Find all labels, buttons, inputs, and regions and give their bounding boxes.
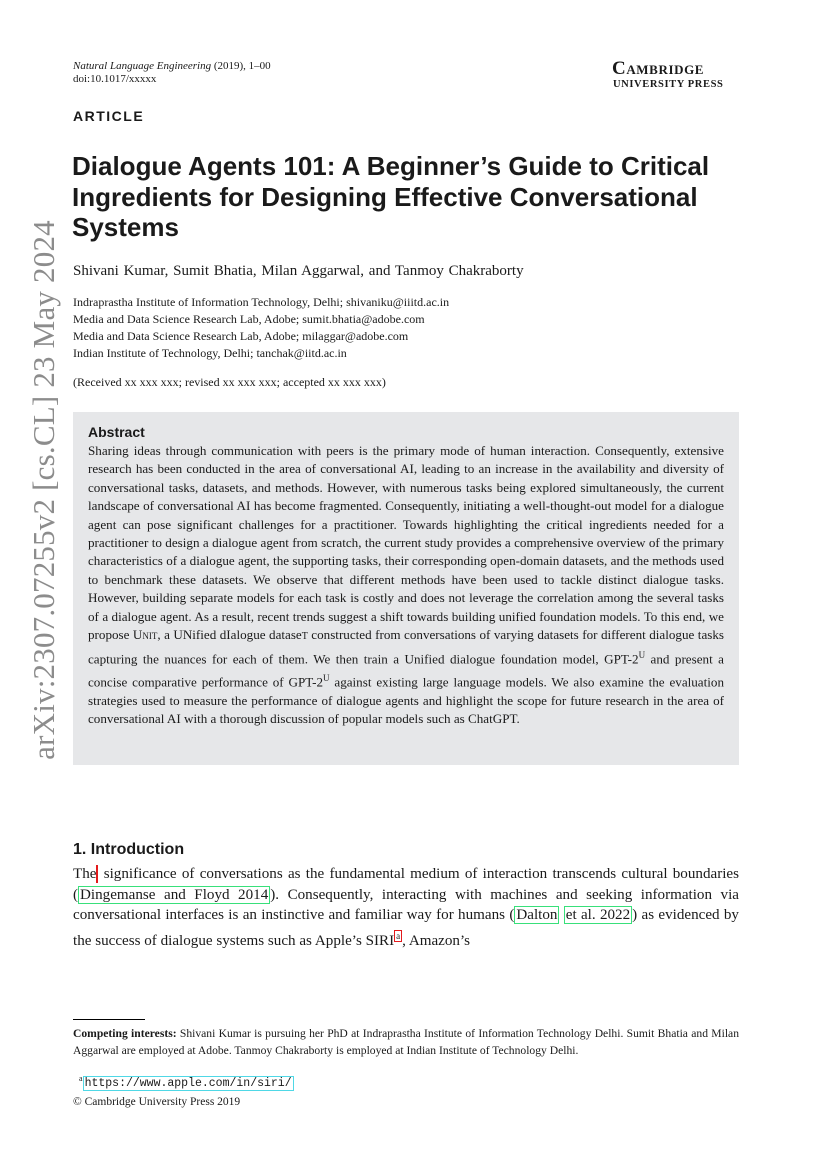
abstract-text-part: against existing large language models. We also examine the evaluation strategies used to measure the performance of dialogue agents and highlight the scope for future research in the area of conversational AI with a thorough discussion of popular models such as ChatGPT. <box>88 674 724 727</box>
footnote-rule <box>73 1019 145 1020</box>
intro-word-the: The <box>73 866 97 882</box>
intro-text-part: , Amazon’s <box>402 932 471 949</box>
citation-link-dalton-year[interactable]: et al. 2022 <box>565 907 631 924</box>
intro-text-part: ) as evidenced by the success of dialogue systems such as Apple’s SIRI <box>73 907 739 949</box>
footnote-link-siri[interactable]: a <box>396 930 401 941</box>
competing-interests-text: Shivani Kumar is pursuing her PhD at Indraprastha Institute of Information Technology Delhi. Sumit Bhatia and Milan Aggarwal are employed at Adobe. Tanmoy Chakraborty is employed at Indian Institute of Technology Delhi. <box>73 1027 739 1057</box>
citation-link-dingemanse-floyd[interactable]: Dingemanse and Floyd 2014 <box>80 886 269 903</box>
intro-text-part: significance of conversations as the fundamental medium of interaction transcends cultural boundaries ( <box>73 866 739 903</box>
abstract-text-part: and present a concise comparative performance of GPT-2 <box>88 651 724 690</box>
abstract-text-part: constructed from conversations of varying datasets for different dialogue tasks capturing the nuances for each of them. We then train a Unified dialogue foundation model, GPT-2 <box>88 627 724 667</box>
affiliation-list <box>73 294 449 362</box>
author-list: Shivani Kumar, Sumit Bhatia, Milan Aggarwal, and Tanmoy Chakraborty <box>73 263 524 279</box>
unit-dataset-name: Unit <box>132 627 158 643</box>
citation-link-dalton[interactable]: Dalton <box>516 907 558 924</box>
affiliation-item: Indraprastha Institute of Information Technology, Delhi; shivaniku@iiitd.ac.in <box>73 295 450 309</box>
unit-letter-t: T <box>301 631 308 643</box>
section-heading-introduction: 1. Introduction <box>73 841 185 858</box>
abstract-text <box>88 442 724 729</box>
intro-text-part: ). Consequently, interacting with machines and seeking information via conversational interfaces is an instinctive and familiar way for humans ( <box>73 886 739 924</box>
paper-title: Dialogue Agents 101: A Beginner’s Guide to Critical Ingredients for Designing Effective Conversational Systems <box>72 151 710 242</box>
competing-interests-label: Competing interests: <box>73 1027 177 1040</box>
journal-name: Natural Language Engineering <box>73 60 212 72</box>
received-dates: (Received xx xxx xxx; revised xx xxx xxx; accepted xx xxx xxx) <box>73 375 386 389</box>
affiliation-item: Media and Data Science Research Lab, Adobe; sumit.bhatia@adobe.com <box>73 312 425 326</box>
journal-citation <box>73 60 271 72</box>
competing-interests-footnote <box>73 1026 739 1059</box>
copyright-notice: © Cambridge University Press 2019 <box>73 1096 241 1108</box>
publisher-logo-name: Cambridge <box>612 58 705 79</box>
publisher-logo-subtitle: UNIVERSITY PRESS <box>613 79 724 90</box>
abstract-text-part: Sharing ideas through communication with peers is the primary mode of human interaction. Consequently, extensive research has been conducted in the area of conversational AI, leading to an increase in the availability and diversity of conversational tasks, datasets, and methods. However, with numerous tasks being explored simultaneously, the current landscape of conversational AI has become fragmented. Consequently, initiating a well-thought-out model for a dialogue agent can pose significant challenges for a practitioner. Towards highlighting the critical ingredients needed for a practitioner to design a dialogue agent from scratch, the current study provides a comprehensive overview of the primary characteristics of a dialogue agent, the supporting tasks, their corresponding open-domain datasets, and the methods used to benchmark these datasets. We observe that different methods have been used to tackle distinct dialogue tasks. However, building separate models for each task is costly and does not leverage the correlation among the several tasks of a dialogue agent. As a result, recent trends suggest a shift towards building unified foundation models. To this end, we propose <box>88 443 724 643</box>
footnote-marker: a <box>79 1074 83 1083</box>
affiliation-item: Media and Data Science Research Lab, Adobe; milaggar@adobe.com <box>73 329 409 343</box>
journal-issue: (2019), 1–00 <box>211 60 271 72</box>
doi: doi:10.1017/xxxxx <box>73 73 157 85</box>
siri-url-link[interactable]: https://www.apple.com/in/siri/ <box>84 1076 292 1090</box>
abstract-heading: Abstract <box>88 424 145 440</box>
arxiv-side-stamp: arXiv:2307.07255v2 [cs.CL] 23 May 2024 <box>26 220 61 760</box>
affiliation-item: Indian Institute of Technology, Delhi; tanchak@iitd.ac.in <box>73 346 347 360</box>
abstract-box <box>73 412 739 765</box>
introduction-paragraph <box>73 864 739 951</box>
superscript-u: U <box>638 650 646 661</box>
superscript-u: U <box>323 673 330 684</box>
article-type-label: ARTICLE <box>73 108 145 124</box>
abstract-text-part: , a UNified dIalogue datase <box>157 627 302 643</box>
footnote-url-row <box>79 1074 294 1090</box>
